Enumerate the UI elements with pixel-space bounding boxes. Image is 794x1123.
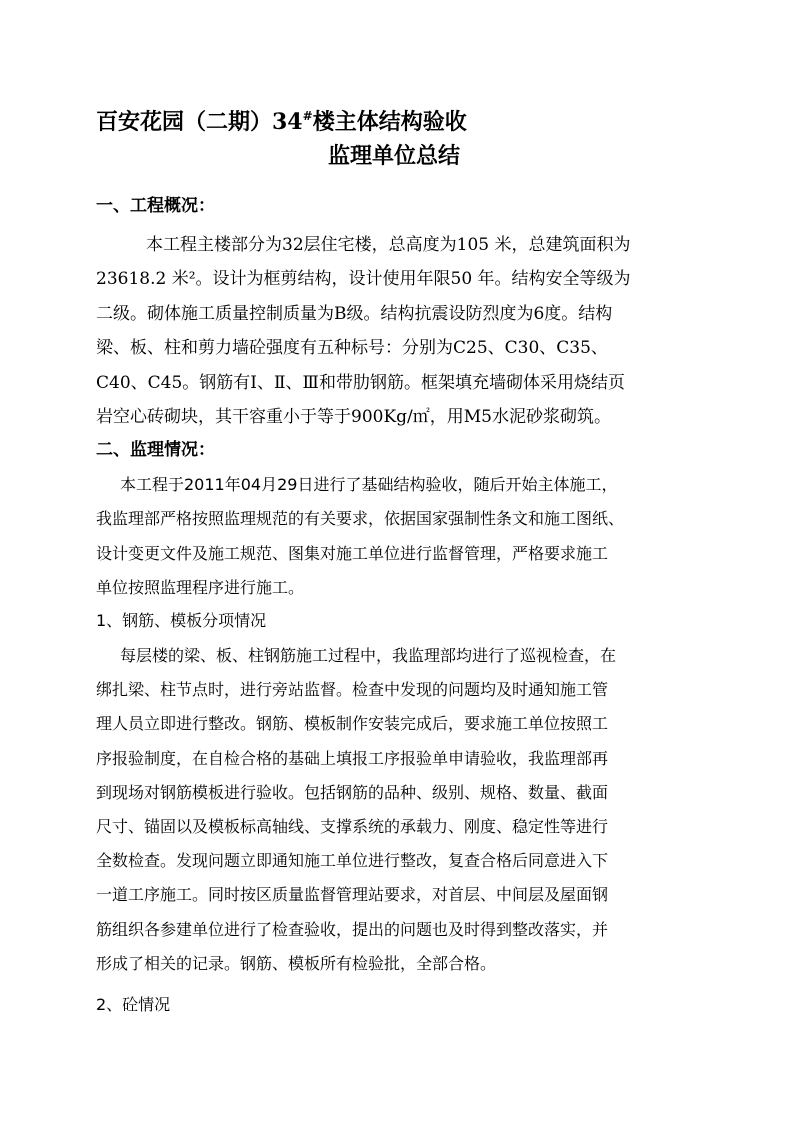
paragraph-line: 23618.2 米²。设计为框剪结构，设计使用年限50 年。结构安全等级为 xyxy=(96,269,631,290)
subsection1-heading: 1、钢筋、模板分项情况 xyxy=(96,611,267,630)
paragraph-line: 每层楼的梁、板、柱钢筋施工过程中，我监理部均进行了巡视检查，在 xyxy=(120,646,617,665)
paragraph-line: C40、C45。钢筋有Ⅰ、Ⅱ、Ⅲ和带肋钢筋。框架填充墙砌体采用烧结页 xyxy=(96,372,625,393)
document-title xyxy=(96,101,467,137)
document-subtitle: 监理单位总结 xyxy=(328,143,461,169)
paragraph-line: 尺寸、锚固以及模板标高轴线、支撑系统的承载力、刚度、稳定性等进行 xyxy=(96,816,609,836)
section1-paragraph xyxy=(96,228,702,434)
paragraph-line: 理人员立即进行整改。钢筋、模板制作安装完成后，要求施工单位按照工 xyxy=(96,714,609,734)
paragraph-line: 一道工序施工。同时按区质量监督管理站要求，对首层、中间层及屋面钢 xyxy=(96,885,609,905)
title-superscript: # xyxy=(302,109,313,123)
paragraph-line: 筋组织各参建单位进行了检查验收，提出的问题也及时得到整改落实，并 xyxy=(96,919,609,939)
paragraph-line: 序报验制度，在自检合格的基础上填报工序报验单申请验收，我监理部再 xyxy=(96,748,609,768)
paragraph-line: 绑扎梁、柱节点时，进行旁站监督。检查中发现的问题均及时通知施工管 xyxy=(96,680,609,700)
paragraph-line: 我监理部严格按照监理规范的有关要求，依据国家强制性条文和施工图纸、 xyxy=(96,509,625,529)
paragraph-line: 设计变更文件及施工规范、图集对施工单位进行监督管理，严格要求施工 xyxy=(96,543,609,563)
paragraph-line: 本工程主楼部分为32层住宅楼，总高度为105 米，总建筑面积为 xyxy=(146,235,631,255)
subsection2-heading: 2、砼情况 xyxy=(96,995,171,1014)
title-main-text: 百安花园（二期）34 xyxy=(96,109,303,135)
paragraph-line: 本工程于2011年04月29日进行了基础结构验收，随后开始主体施工， xyxy=(120,475,618,494)
paragraph-line: 形成了相关的记录。钢筋、模板所有检验批，全部合格。 xyxy=(96,953,497,973)
paragraph-line: 二级。砌体施工质量控制质量为B级。结构抗震设防烈度为6度。结构 xyxy=(96,303,613,324)
section1-heading: 一、工程概况： xyxy=(96,196,215,216)
title-tail-text: 楼主体结构验收 xyxy=(312,109,467,135)
paragraph-line: 岩空心砖砌块，其干容重小于等于900Kg/㎡，用M5水泥砂浆砌筑。 xyxy=(96,406,611,427)
paragraph-line: 梁、板、柱和剪力墙砼强度有五种标号：分别为C25、C30、C35、 xyxy=(96,338,608,359)
subsection1-paragraph xyxy=(96,639,702,981)
paragraph-line: 全数检查。发现问题立即通知施工单位进行整改，复查合格后同意进入下 xyxy=(96,851,609,871)
section2-heading: 二、监理情况： xyxy=(96,440,215,460)
paragraph-line: 单位按照监理程序进行施工。 xyxy=(96,578,305,598)
paragraph-line: 到现场对钢筋模板进行验收。包括钢筋的品种、级别、规格、数量、截面 xyxy=(96,782,609,802)
section2-paragraph xyxy=(96,468,702,606)
